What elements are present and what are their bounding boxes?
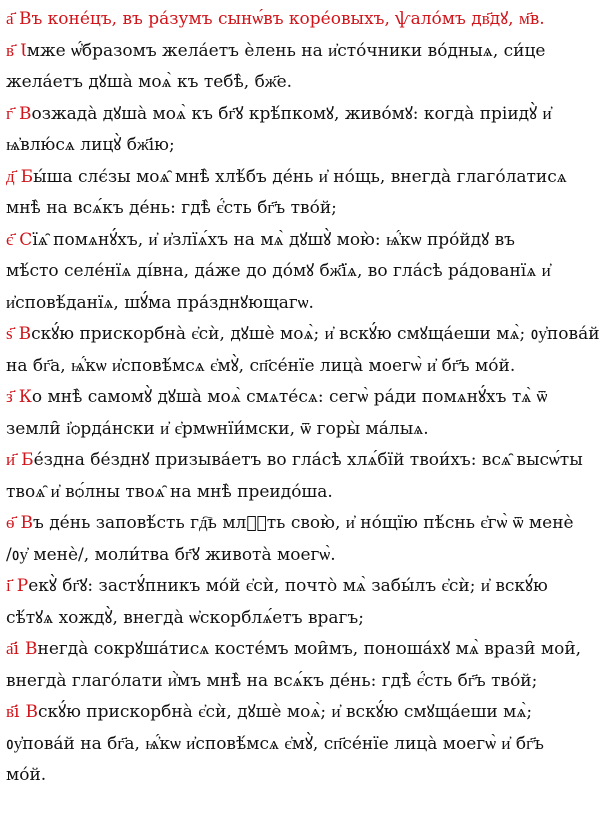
verse-initial: Р: [16, 576, 29, 596]
verse-text: о мнѣ̀ самомꙋ̀ дꙋша̀ моѧ̀ смѧте́сѧ: сегѡ̀ ра́ди помѧнꙋ́хъ тѧ̀ ѿ: [31, 387, 548, 407]
verse-number: г҃: [6, 103, 13, 124]
verse-number: і҃: [6, 576, 11, 596]
verse-initial: Б: [20, 166, 34, 187]
verse-initial: С: [19, 229, 33, 250]
verse-number: д҃: [6, 166, 15, 187]
verse-number: и҃: [6, 450, 16, 470]
verse-number: ѳ҃: [6, 513, 15, 533]
verse-line: [6, 634, 610, 666]
verse-initial: Б: [21, 450, 34, 470]
verse-text: скꙋ́ю прискорбна̀ є҆сѝ, дꙋшѐ моѧ̀; и҆ вскꙋ́ю смꙋща́еши мѧ̀; ᲂу҆пова́й: [31, 324, 600, 344]
verse-line: [6, 445, 610, 477]
verse-initial: В: [18, 103, 32, 124]
verse-line: жела́етъ дꙋша̀ моѧ̀ къ тебѣ̀, бж҃е.: [6, 72, 293, 92]
verse-number: в҃: [6, 40, 15, 61]
verse-text: екꙋ̀ бг҃ꙋ: застꙋ́пникъ мо́й є҆сѝ, почто̀ мѧ̀ забы́лъ є҆сѝ; и҆ вскꙋ́ю: [28, 576, 548, 596]
verse-initial: Ꙇ: [20, 40, 27, 61]
verse-line: мо́й.: [6, 765, 47, 785]
verse-line: внегда̀ глаго́лати и҆̀мъ мнѣ̀ на всѧ́къ де́нь: гдѣ̀ є҆́сть бг҃ъ тво́й;: [6, 670, 538, 691]
verse-2: [6, 36, 610, 99]
verse-line: [6, 225, 610, 257]
verse-line: на бг҃а, ѩ҆́кѡ и҆сповѣ́мсѧ є҆мꙋ̀, сп҃се́нїе лица̀ моегѡ̀ и҆ бг҃ъ мо́й.: [6, 355, 516, 376]
verse-6: [6, 319, 610, 382]
verse-line: [6, 382, 610, 414]
verse-line: [6, 697, 610, 729]
verse-line: [6, 36, 610, 68]
verse-text: їѧ̑ помѧнꙋ́хъ, и҆ и҆злїѧ́хъ на мѧ̀ дꙋшꙋ̀ мою̀: ѩ҆́кѡ про́йдꙋ въ: [32, 229, 515, 250]
verse-line: и҆сповѣ́данїѧ, шꙋ́ма пра́зднꙋющагѡ.: [6, 292, 314, 313]
verse-text: ы́ша слє́зы моѧ̑ мнѣ̀ хлѣ́бъ де́нь и҆ но́щь, внегда̀ глаго́латисѧ: [33, 166, 567, 187]
verse-number: ѕ҃: [6, 324, 13, 344]
verse-text: ъ де́нь заповѣ́сть гд҇ь млⷭ҇ть свою̀, и҆ но́щїю пѣ́снь є҆гѡ̀ ѿ менѐ: [33, 513, 574, 533]
verse-number: є҃: [6, 229, 14, 250]
verse-line: ѩ҆влю́сѧ лицꙋ̀ бж҃ію;: [6, 135, 175, 155]
psalm-page: [6, 4, 610, 792]
verse-line: /ᲂу҆ менѐ/, моли́тва бг҃ꙋ живота̀ моегѡ̀.: [6, 544, 336, 565]
verse-line: земли̑ і҆ѻрда́нски и҆ є҆рмѡнїи́мски, ѿ горы̀ ма́лыѧ.: [6, 418, 429, 439]
verse-text: озжада̀ дꙋша̀ моѧ̀ къ бг҃ꙋ крѣ́пкомꙋ, живо́мꙋ: когда̀ пріидꙋ̀ и҆: [31, 103, 552, 124]
verse-8: [6, 445, 610, 508]
verse-number: а҃і: [6, 639, 19, 659]
psalm-title: а҃ Въ коне́цъ, въ ра́зумъ сынѡ́въ коре́овыхъ, ѱало́мъ дв҃дꙋ, м҃в.: [6, 9, 545, 29]
verse-4: [6, 162, 610, 225]
verse-initial: В: [18, 324, 32, 344]
verse-line: [6, 508, 610, 540]
verse-number: з҃: [6, 387, 13, 407]
verse-number: в҃і: [6, 702, 20, 722]
verse-12: [6, 697, 610, 792]
verse-initial: В: [25, 702, 38, 722]
verse-line: [6, 319, 610, 351]
verse-text: мже ѡ҆́бразомъ жела́етъ ѐлень на и҆сто́чники во́дныѧ, си́це: [26, 40, 546, 61]
verse-text: негда̀ сокрꙋша́тисѧ косте́мъ мои̑мъ, поноша́хꙋ мѧ̀ врази̑ мои̑,: [37, 639, 582, 659]
verse-initial: В: [24, 639, 38, 659]
verse-line: твоѧ̑ и҆ вѻ́лны твоѧ̑ на мнѣ̀ преидо́ша.: [6, 481, 333, 502]
verse-line: [6, 162, 610, 194]
verse-initial: В: [20, 513, 33, 533]
verse-line: [6, 99, 610, 131]
verse-3: [6, 99, 610, 162]
verse-9: [6, 508, 610, 571]
verse-line: сѣ́тꙋѧ хождꙋ̀, внегда̀ ѡ҆скорблѧ́етъ врагъ;: [6, 607, 364, 628]
verse-5: [6, 225, 610, 320]
verse-line: ᲂу҆пова́й на бг҃а, ѩ҆́кѡ и҆сповѣ́мсѧ є҆мꙋ̀, сп҃се́нїе лица̀ моегѡ̀ и҆ бг҃ъ: [6, 733, 544, 754]
verse-line: мнѣ̀ на всѧ́къ де́нь: гдѣ̀ є҆́сть бг҃ъ тво́й;: [6, 198, 337, 218]
verse-11: [6, 634, 610, 697]
verse-text: е́здна бе́зднꙋ призыва́етъ во гла́сѣ хлѧ́бїй твои́хъ: всѧ̑ высѡ́ты: [33, 450, 583, 470]
verse-10: [6, 571, 610, 634]
verse-text: скꙋ́ю прискорбна̀ є҆сѝ, дꙋшѐ моѧ̀; и҆ вскꙋ́ю смꙋща́еши мѧ̀;: [37, 702, 533, 722]
verse-line: [6, 571, 610, 603]
verse-7: [6, 382, 610, 445]
verse-line: мѣ́сто селе́нїѧ ді́вна, да́же до до́мꙋ бж҃їѧ, во гла́сѣ ра́дованїѧ и҆: [6, 261, 551, 281]
verse-initial: К: [18, 387, 32, 407]
